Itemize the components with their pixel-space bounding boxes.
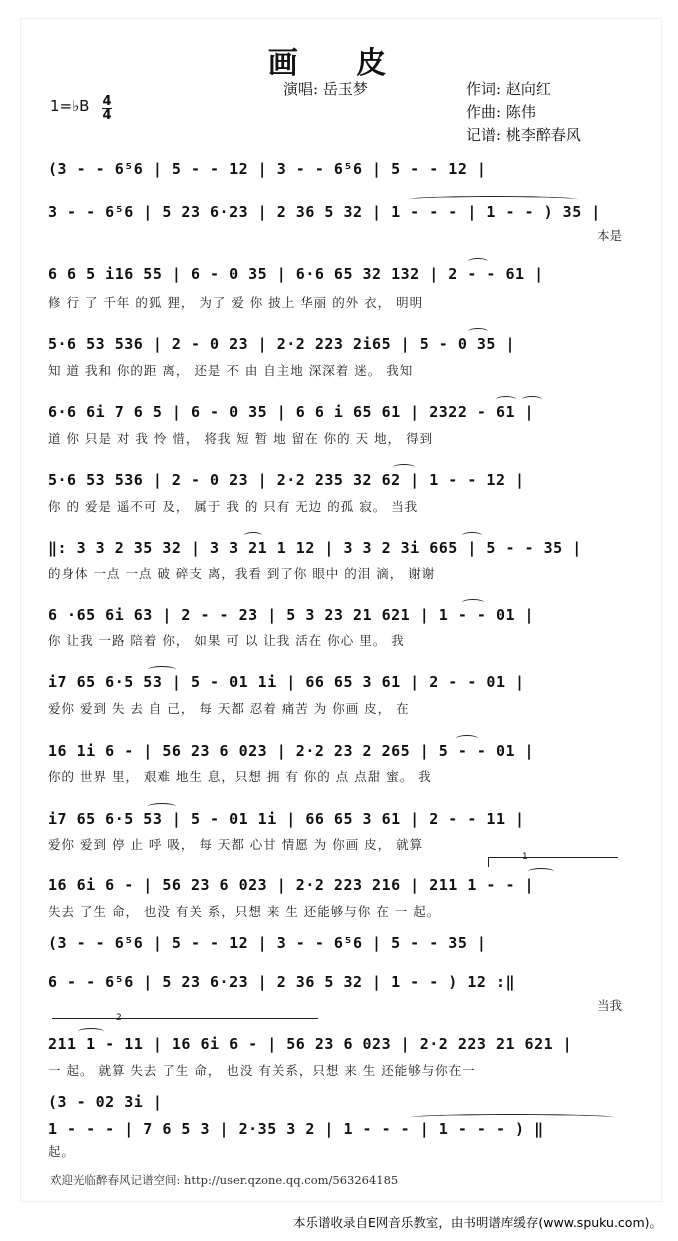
lyric-line: 道 你 只是 对 我 怜 惜， 将我 短 暂 地 留在 你的 天 地， 得到 <box>48 431 434 446</box>
slur-arc <box>462 599 484 606</box>
slur-arc <box>148 803 176 810</box>
slur-arc <box>496 396 516 403</box>
lyric-line: 你 让我 一路 陪着 你， 如果 可 以 让我 活在 你心 里。 我 <box>48 633 405 648</box>
slur-arc <box>468 328 488 335</box>
volta-line <box>52 1018 318 1019</box>
notation-row: 16 6i 6 - | 56 23 6 023 | 2·2 223 216 | 211 1 - - | <box>48 876 535 894</box>
notation-row: 6 ·65 6i 63 | 2 - - 23 | 5 3 23 21 621 | 1 - - 01 | <box>48 606 535 624</box>
lyricist-credit: 作词: 赵向红 <box>466 80 551 98</box>
volta-line <box>488 857 618 858</box>
lyric-line: 当我 <box>596 998 622 1013</box>
notation-row: (3 - 02 3i | <box>48 1093 163 1111</box>
notation-row: 6·6 6i 7 6 5 | 6 - 0 35 | 6 6 i 65 61 | 2322 - 61 | <box>48 403 535 421</box>
slur-arc <box>462 532 482 539</box>
lyric-line: 你 的 爱是 遥不可 及， 属于 我 的 只有 无边 的孤 寂。 当我 <box>48 499 419 514</box>
notation-row: 5·6 53 536 | 2 - 0 23 | 2·2 223 2i65 | 5 - 0 35 | <box>48 335 516 353</box>
lyric-line: 爱你 爱到 失 去 自 己， 每 天都 忍着 痛苦 为 你画 皮， 在 <box>48 701 410 716</box>
notation-row: 1 - - - | 7 6 5 3 | 2·35 3 2 | 1 - - - | 1 - - - ) ‖ <box>48 1120 544 1138</box>
notation-row: i7 65 6·5 53 | 5 - 01 1i | 66 65 3 61 | 2 - - 01 | <box>48 673 525 691</box>
notation-row: 6 - - 6⁵6 | 5 23 6·23 | 2 36 5 32 | 1 - - ) 12 :‖ <box>48 973 516 991</box>
lyric-line: 一 起。 就算 失去 了生 命， 也没 有关系，只想 来 生 还能够与你在一 <box>48 1063 476 1078</box>
footer-note: 欢迎光临醉春风记谱空间: http://user.qzone.qq.com/563264185 <box>50 1173 399 1187</box>
volta-number: 1 <box>522 852 528 862</box>
lyric-line: 修 行 了 千年 的狐 狸， 为了 爱 你 披上 华丽 的外 衣， 明明 <box>48 295 424 310</box>
notation-row: 6 6 5 i16 55 | 6 - 0 35 | 6·6 65 32 132 | 2 - - 61 | <box>48 265 544 283</box>
notation-row: ‖: 3 3 2 35 32 | 3 3 21 1 12 | 3 3 2 3i 665 | 5 - - 35 | <box>48 539 582 557</box>
slur-arc <box>468 258 488 265</box>
transcriber-credit: 记谱: 桃李醉春风 <box>466 126 581 144</box>
notation-row: (3 - - 6⁵6 | 5 - - 12 | 3 - - 6⁵6 | 5 - - 12 | <box>48 160 487 178</box>
time-signature-bottom: 4 <box>102 108 112 123</box>
time-signature <box>102 95 112 122</box>
lyric-line: 本是 <box>596 228 622 243</box>
notation-row: 211 1 - 11 | 16 6i 6 - | 56 23 6 023 | 2·2 223 21 621 | <box>48 1035 573 1053</box>
volta-bracket <box>488 857 489 867</box>
tie-arc <box>410 1114 615 1121</box>
lyric-line: 失去 了生 命， 也没 有关 系，只想 来 生 还能够与你 在 一 起。 <box>48 904 441 919</box>
lyric-line: 知 道 我和 你的距 离， 还是 不 由 自主地 深深着 迷。 我知 <box>48 363 414 378</box>
key-signature: 1=♭B <box>50 97 90 115</box>
slur-arc <box>522 396 542 403</box>
slur-arc <box>456 735 478 742</box>
lyric-line: 你的 世界 里， 艰难 地生 息，只想 拥 有 你的 点 点甜 蜜。 我 <box>48 769 432 784</box>
source-credit: 本乐谱收录自E网音乐教室，由书明谱库缓存(www.spuku.com)。 <box>293 1215 662 1230</box>
tie-arc <box>408 196 578 203</box>
notation-row: 3 - - 6⁵6 | 5 23 6·23 | 2 36 5 32 | 1 - - - | 1 - - ) 35 | <box>48 203 601 221</box>
volta-number: 2 <box>116 1013 122 1023</box>
singer-credit: 演唱: 岳玉梦 <box>283 80 368 98</box>
slur-arc <box>244 532 262 539</box>
notation-row: 5·6 53 536 | 2 - 0 23 | 2·2 235 32 62 | 1 - - 12 | <box>48 471 525 489</box>
slur-arc <box>78 1028 104 1035</box>
song-title: 画 皮 <box>267 46 411 81</box>
slur-arc <box>393 464 415 471</box>
slur-arc <box>528 868 554 875</box>
lyric-line: 起。 <box>48 1144 76 1159</box>
lyric-line: 的身体 一点 一点 破 碎支 离，我看 到了你 眼中 的泪 滴， 谢谢 <box>48 566 436 581</box>
lyric-line: 爱你 爱到 停 止 呼 吸， 每 天都 心甘 情愿 为 你画 皮， 就算 <box>48 837 424 852</box>
slur-arc <box>148 666 176 673</box>
notation-row: (3 - - 6⁵6 | 5 - - 12 | 3 - - 6⁵6 | 5 - - 35 | <box>48 934 487 952</box>
time-signature-top: 4 <box>102 94 112 109</box>
notation-row: i7 65 6·5 53 | 5 - 01 1i | 66 65 3 61 | 2 - - 11 | <box>48 810 525 828</box>
composer-credit: 作曲: 陈伟 <box>466 103 536 121</box>
notation-row: 16 1i 6 - | 56 23 6 023 | 2·2 23 2 265 | 5 - - 01 | <box>48 742 535 760</box>
